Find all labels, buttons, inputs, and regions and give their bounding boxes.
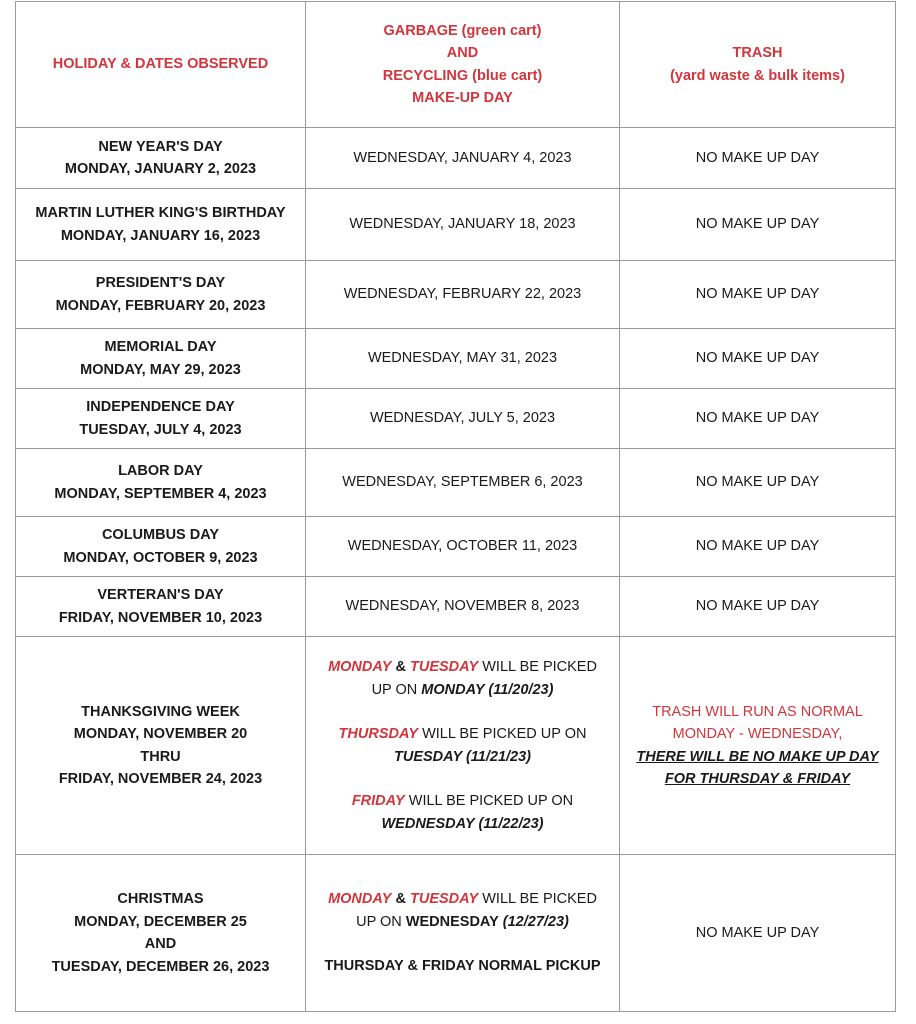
makeup-cell: [306, 128, 620, 189]
trash-cell: [620, 637, 896, 855]
trash-note: MONDAY - WEDNESDAY,: [672, 726, 843, 742]
holiday-cell: [16, 577, 306, 637]
makeup-date: WEDNESDAY, OCTOBER 11, 2023: [347, 538, 578, 555]
pickup-note: [312, 888, 613, 911]
holiday-date: FRIDAY, NOVEMBER 10, 2023: [58, 609, 263, 626]
day-label: TUESDAY: [409, 659, 479, 675]
holiday-cell: [16, 389, 306, 449]
holiday-date: MONDAY, MAY 29, 2023: [80, 361, 241, 378]
holiday-cell: [16, 128, 306, 189]
pickup-text: UP ON: [356, 913, 402, 930]
trash-status: NO MAKE UP DAY: [695, 924, 820, 941]
pickup-note: [312, 723, 613, 746]
holiday-cell: [16, 855, 306, 1012]
day-label: MONDAY: [328, 659, 392, 675]
trash-status: NO MAKE UP DAY: [695, 350, 820, 367]
trash-cell: [620, 449, 896, 517]
holiday-cell: [16, 637, 306, 855]
holiday-date: TUESDAY, DECEMBER 26, 2023: [51, 958, 270, 975]
header-holiday-text: HOLIDAY & DATES OBSERVED: [52, 56, 269, 73]
makeup-date: WEDNESDAY, JANUARY 18, 2023: [349, 216, 576, 233]
makeup-cell: [306, 449, 620, 517]
table-row: [16, 261, 896, 329]
trash-status: NO MAKE UP DAY: [695, 149, 820, 166]
makeup-date: WEDNESDAY, MAY 31, 2023: [367, 350, 558, 367]
makeup-date: WEDNESDAY, JANUARY 4, 2023: [353, 149, 572, 166]
makeup-cell: [306, 389, 620, 449]
pickup-text: WILL BE PICKED UP ON: [422, 726, 587, 742]
holiday-date: FRIDAY, NOVEMBER 24, 2023: [58, 771, 263, 787]
trash-cell: [620, 128, 896, 189]
holiday-date: THRU: [140, 748, 181, 765]
header-garbage-line: AND: [446, 45, 479, 61]
makeup-cell: [306, 329, 620, 389]
holiday-date: MONDAY, NOVEMBER 20: [73, 726, 248, 742]
header-row: [16, 2, 896, 128]
holiday-name: NEW YEAR'S DAY: [98, 138, 223, 155]
holiday-cell: [16, 189, 306, 261]
table-row-christmas: [16, 855, 896, 1012]
makeup-date: WEDNESDAY, FEBRUARY 22, 2023: [343, 286, 582, 303]
header-trash: [620, 2, 896, 128]
pickup-target: WEDNESDAY (11/22/23): [381, 815, 544, 832]
makeup-date: WEDNESDAY, NOVEMBER 8, 2023: [345, 598, 580, 615]
amp-label: &: [395, 891, 406, 908]
header-holiday: [16, 2, 306, 128]
pickup-note: [312, 656, 613, 679]
holiday-cell: [16, 449, 306, 517]
holiday-date: MONDAY, SEPTEMBER 4, 2023: [54, 485, 267, 502]
trash-cell: [620, 517, 896, 577]
table-row: [16, 329, 896, 389]
table-row: [16, 189, 896, 261]
pickup-text: WILL BE PICKED: [482, 659, 597, 675]
trash-cell: [620, 855, 896, 1012]
makeup-cell: [306, 577, 620, 637]
trash-cell: [620, 329, 896, 389]
trash-status: NO MAKE UP DAY: [695, 410, 820, 427]
spacer: [312, 933, 613, 955]
trash-status: NO MAKE UP DAY: [695, 286, 820, 303]
trash-cell: [620, 389, 896, 449]
pickup-note: [312, 790, 613, 813]
trash-cell: [620, 189, 896, 261]
trash-status: NO MAKE UP DAY: [695, 598, 820, 615]
pickup-note: [312, 911, 613, 934]
holiday-name: VERTERAN'S DAY: [97, 587, 224, 603]
spacer: [312, 768, 613, 790]
amp-label: &: [395, 659, 406, 675]
holiday-name: CHRISTMAS: [117, 891, 204, 907]
holiday-name: MARTIN LUTHER KING'S BIRTHDAY: [35, 205, 286, 221]
holiday-date: MONDAY, OCTOBER 9, 2023: [63, 549, 258, 566]
header-trash-line: TRASH: [732, 45, 783, 61]
holiday-name: INDEPENDENCE DAY: [86, 399, 235, 415]
trash-status: NO MAKE UP DAY: [695, 216, 820, 233]
trash-status: NO MAKE UP DAY: [695, 538, 820, 555]
holiday-date: MONDAY, FEBRUARY 20, 2023: [55, 297, 266, 314]
holiday-name: THANKSGIVING WEEK: [81, 703, 240, 720]
holiday-name: MEMORIAL DAY: [104, 339, 217, 355]
pickup-note-normal: THURSDAY & FRIDAY NORMAL PICKUP: [324, 958, 601, 975]
day-label: TUESDAY: [409, 891, 479, 908]
table-row: [16, 389, 896, 449]
holiday-date: MONDAY, JANUARY 2, 2023: [64, 161, 257, 177]
day-label: FRIDAY: [351, 793, 405, 809]
makeup-cell: [306, 261, 620, 329]
pickup-text: WILL BE PICKED UP ON: [408, 793, 574, 809]
header-garbage: [306, 2, 620, 128]
trash-note: TRASH WILL RUN AS NORMAL: [652, 703, 863, 720]
trash-warning: FOR THURSDAY & FRIDAY: [664, 771, 851, 787]
header-garbage-line: RECYCLING (blue cart): [382, 67, 543, 84]
pickup-target-date: (12/27/23): [502, 913, 569, 930]
makeup-date: WEDNESDAY, SEPTEMBER 6, 2023: [342, 474, 583, 491]
makeup-cell: [306, 855, 620, 1012]
table-row: [16, 449, 896, 517]
table-row: [16, 577, 896, 637]
day-label: THURSDAY: [338, 726, 419, 742]
holiday-cell: [16, 261, 306, 329]
table-row: [16, 128, 896, 189]
header-garbage-line: GARBAGE (green cart): [383, 22, 542, 39]
pickup-text: WILL BE PICKED: [482, 891, 597, 908]
holiday-name: COLUMBUS DAY: [101, 527, 220, 543]
makeup-cell: [306, 637, 620, 855]
header-trash-line: (yard waste & bulk items): [670, 67, 845, 84]
holiday-date: TUESDAY, JULY 4, 2023: [79, 421, 242, 438]
pickup-target: WEDNESDAY: [405, 913, 499, 930]
table-row: [16, 517, 896, 577]
day-label: MONDAY: [328, 891, 392, 908]
table-row-thanksgiving: [16, 637, 896, 855]
spacer: [312, 701, 613, 723]
holiday-cell: [16, 329, 306, 389]
holiday-date: AND: [144, 936, 177, 952]
trash-status: NO MAKE UP DAY: [695, 474, 820, 491]
holiday-date: MONDAY, DECEMBER 25: [74, 913, 247, 930]
holiday-schedule-table: [15, 1, 896, 1012]
pickup-note: [312, 679, 613, 702]
makeup-cell: [306, 517, 620, 577]
holiday-name: PRESIDENT'S DAY: [95, 275, 226, 291]
trash-cell: [620, 261, 896, 329]
pickup-text: UP ON: [371, 681, 418, 698]
holiday-name: LABOR DAY: [118, 463, 203, 479]
pickup-target: MONDAY (11/20/23): [421, 681, 554, 698]
makeup-date: WEDNESDAY, JULY 5, 2023: [369, 410, 556, 427]
holiday-date: MONDAY, JANUARY 16, 2023: [60, 227, 261, 244]
holiday-cell: [16, 517, 306, 577]
trash-warning: THERE WILL BE NO MAKE UP DAY: [636, 748, 879, 765]
header-garbage-line: MAKE-UP DAY: [412, 90, 513, 106]
trash-cell: [620, 577, 896, 637]
pickup-target: TUESDAY (11/21/23): [394, 748, 531, 765]
makeup-cell: [306, 189, 620, 261]
